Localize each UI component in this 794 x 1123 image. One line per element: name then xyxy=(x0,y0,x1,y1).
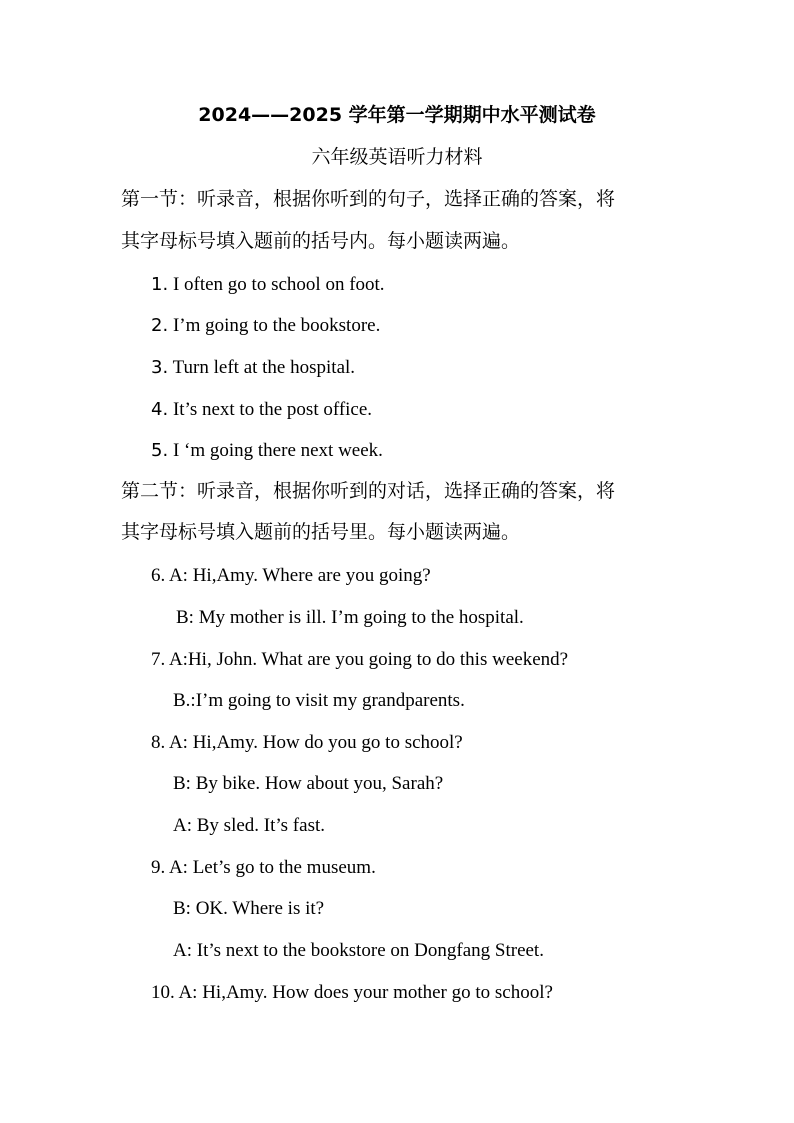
dialogue-line: B: By bike. How about you, Sarah? xyxy=(173,773,444,794)
dialogue-line: 10. A: Hi,Amy. How does your mother go to school? xyxy=(151,982,553,1003)
section1-instruction-line1: 第一节：听录音，根据你听到的句子，选择正确的答案，将 xyxy=(121,188,616,210)
dialogue-line: A: It’s next to the bookstore on Dongfang Street. xyxy=(173,940,544,961)
dialogue-line: 8. A: Hi,Amy. How do you go to school? xyxy=(151,732,463,753)
question-number: 5. xyxy=(151,440,169,461)
question-number: 2. xyxy=(151,315,169,336)
question-number: 4. xyxy=(151,399,169,420)
question-3 xyxy=(151,356,355,380)
section1-instruction-line2: 其字母标号填入题前的括号内。每小题读两遍。 xyxy=(121,230,521,252)
section2-instruction-line1: 第二节：听录音，根据你听到的对话，选择正确的答案，将 xyxy=(121,480,616,502)
dialogue-line: A: By sled. It’s fast. xyxy=(173,815,325,836)
question-text: I ‘m going there next week. xyxy=(172,440,383,461)
question-2 xyxy=(151,314,380,338)
dialogue-line: B.:I’m going to visit my grandparents. xyxy=(173,690,465,711)
dialogue-line: 6. A: Hi,Amy. Where are you going? xyxy=(151,565,431,586)
dialogue-line: 9. A: Let’s go to the museum. xyxy=(151,857,376,878)
question-text: Turn left at the hospital. xyxy=(172,357,356,378)
exam-title: 2024——2025 学年第一学期期中水平测试卷 xyxy=(198,104,596,126)
exam-subtitle: 六年级英语听力材料 xyxy=(311,146,483,168)
question-5 xyxy=(151,439,383,463)
question-number: 1. xyxy=(151,274,169,295)
section2-instruction-line2: 其字母标号填入题前的括号里。每小题读两遍。 xyxy=(121,521,521,543)
dialogue-line: 7. A:Hi, John. What are you going to do this weekend? xyxy=(151,649,569,670)
question-1 xyxy=(151,273,385,297)
question-text: I’m going to the bookstore. xyxy=(172,315,381,336)
question-number: 3. xyxy=(151,357,169,378)
dialogue-line: B: My mother is ill. I’m going to the hospital. xyxy=(176,607,524,628)
dialogue-line: B: OK. Where is it? xyxy=(173,898,325,919)
question-text: I often go to school on foot. xyxy=(172,274,385,295)
question-4 xyxy=(151,398,372,422)
question-text: It’s next to the post office. xyxy=(172,399,373,420)
